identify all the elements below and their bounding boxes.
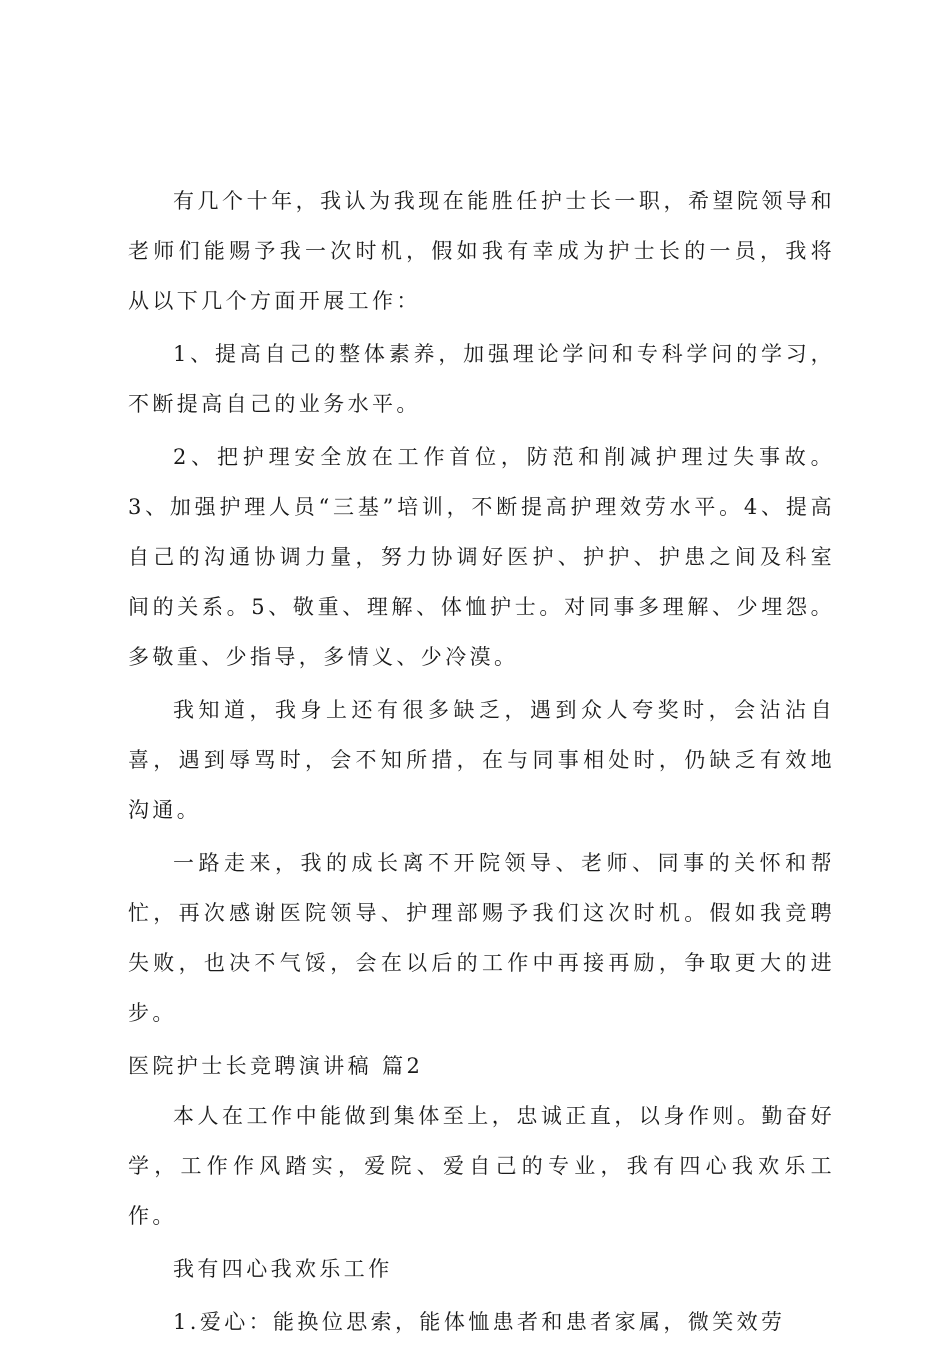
section-heading: 医院护士长竞聘演讲稿 篇2 bbox=[128, 1054, 424, 1078]
paragraph-gratitude: 一路走来，我的成长离不开院领导、老师、同事的关怀和帮忙，再次感谢医院领导、护理部赐予我们这次时机。假如我竞聘失败，也决不气馁，会在以后的工作中再接再励，争取更大的进步。 bbox=[128, 851, 835, 1025]
paragraph-shortcomings: 我知道，我身上还有很多缺乏，遇到众人夸奖时，会沾沾自喜，遇到辱骂时，会不知所措，在与同事相处时，仍缺乏有效地沟通。 bbox=[128, 698, 835, 822]
paragraph-love-heart: 1.爱心：能换位思索，能体恤患者和患者家属，微笑效劳 bbox=[173, 1310, 786, 1334]
document-page bbox=[128, 176, 835, 1350]
paragraph-item-1: 1、提高自己的整体素养，加强理论学问和专科学问的学习，不断提高自己的业务水平。 bbox=[128, 342, 835, 416]
paragraph-items-2-5: 2、把护理安全放在工作首位，防范和削减护理过失事故。3、加强护理人员“三基”培训，不断提高护理效劳水平。4、提高自己的沟通协调力量，努力协调好医护、护护、护患之间及科室间的关系。5、敬重、理解、体恤护士。对同事多理解、少埋怨。多敬重、少指导，多情义、少冷漠。 bbox=[128, 445, 835, 669]
paragraph-intro: 有几个十年，我认为我现在能胜任护士长一职，希望院领导和老师们能赐予我一次时机，假如我有幸成为护士长的一员，我将从以下几个方面开展工作： bbox=[128, 189, 835, 313]
paragraph-section-intro: 本人在工作中能做到集体至上，忠诚正直，以身作则。勤奋好学，工作作风踏实，爱院、爱自己的专业，我有四心我欢乐工作。 bbox=[128, 1104, 835, 1228]
paragraph-four-hearts: 我有四心我欢乐工作 bbox=[173, 1257, 393, 1281]
